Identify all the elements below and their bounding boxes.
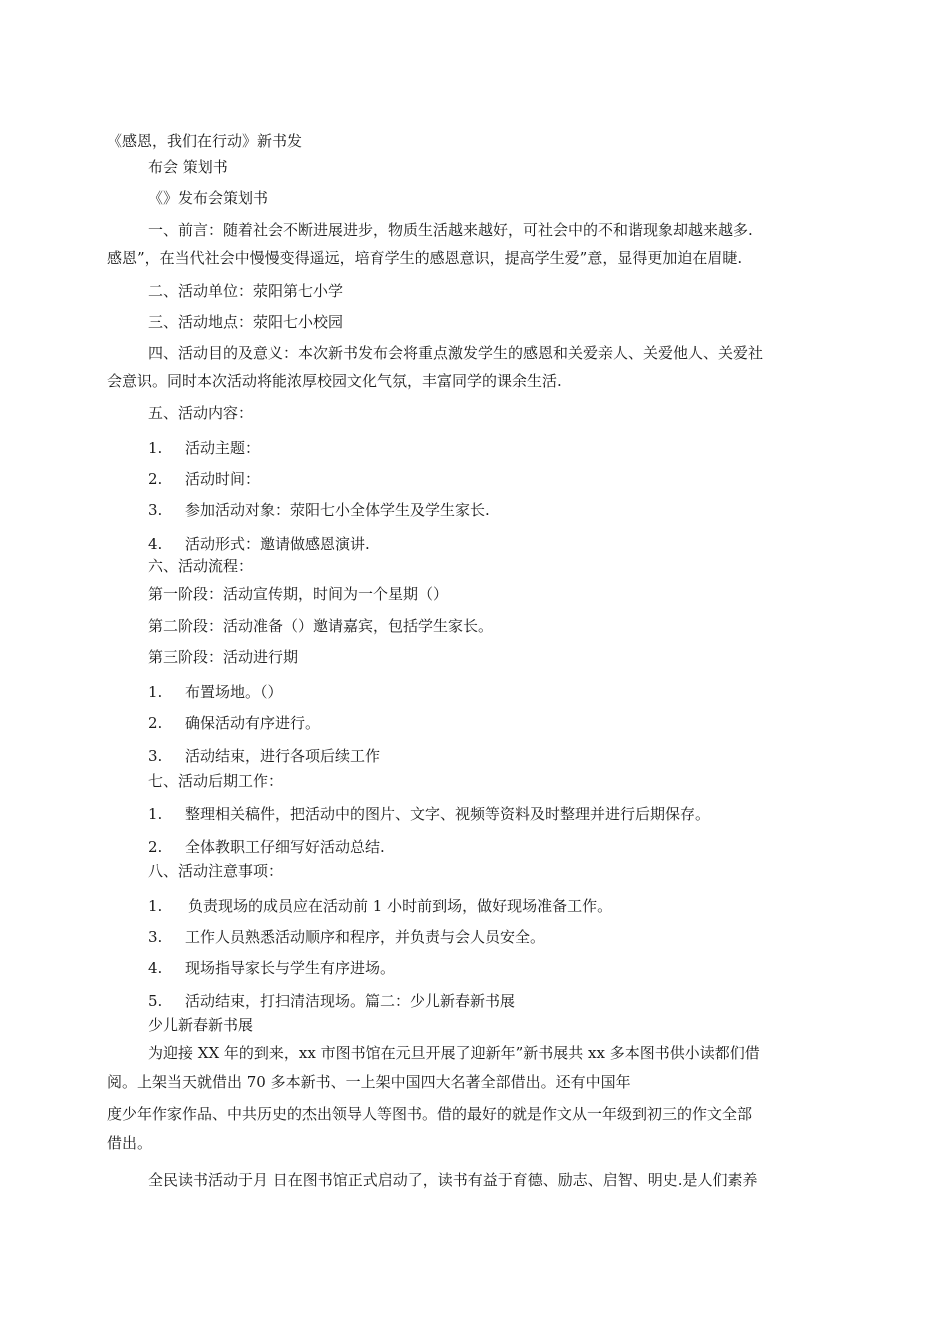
section-notes-heading: 八、活动注意事项： — [148, 862, 284, 880]
section-organizer: 二、活动单位：荥阳第七小学 — [148, 282, 344, 300]
list-item-text: 现场指导家长与学生有序进场。 — [185, 959, 396, 977]
list-item-text: 活动结束，进行各项后续工作 — [185, 747, 381, 765]
list-item-text: 活动形式：邀请做感恩演讲. — [185, 535, 370, 553]
section-location: 三、活动地点：荥阳七小校园 — [148, 313, 344, 331]
book-fair-heading: 少儿新春新书展 — [148, 1016, 254, 1034]
section-process-heading: 六、活动流程： — [148, 557, 254, 575]
list-item-number: 2. — [148, 838, 163, 856]
list-item-text: 活动主题： — [185, 439, 261, 457]
preface-line-1: 一、前言：随着社会不断进展进步，物质生活越来越好，可社会中的不和谐现象却越来越多. — [148, 221, 753, 239]
list-item-number: 3. — [148, 928, 163, 946]
book-fair-line-3: 度少年作家作品、中共历史的杰出领导人等图书。借的最好的就是作文从一年级到初三的作文全部 — [107, 1105, 753, 1123]
book-fair-line-4: 借出。 — [107, 1134, 153, 1152]
stage-1: 第一阶段：活动宣传期，时间为一个星期（） — [148, 585, 449, 603]
book-fair-line-2: 阅。上架当天就借出 70 多本新书、一上架中国四大名著全部借出。还有中国年 — [107, 1073, 631, 1091]
preface-line-2: 感恩”，在当代社会中慢慢变得遥远，培育学生的感恩意识，提高学生爱”意，显得更加迫在眉睫. — [107, 249, 743, 267]
list-item-text: 负责现场的成员应在活动前 1 小时前到场，做好现场准备工作。 — [188, 897, 613, 915]
list-item-text: 全体教职工仔细写好活动总结. — [185, 838, 385, 856]
list-item-number: 1. — [148, 439, 163, 457]
list-item-number: 2. — [148, 714, 163, 732]
purpose-line-2: 会意识。同时本次活动将能浓厚校园文化气氛，丰富同学的课余生活. — [107, 372, 562, 390]
list-item-number: 1. — [148, 683, 163, 701]
list-item-number: 4. — [148, 959, 163, 977]
list-item-text: 工作人员熟悉活动顺序和程序，并负责与会人员安全。 — [185, 928, 546, 946]
list-item-number: 1. — [148, 897, 163, 915]
list-item-text: 活动结束，打扫清洁现场。篇二：少儿新春新书展 — [185, 992, 516, 1010]
section-content-heading: 五、活动内容： — [148, 404, 254, 422]
list-item-number: 5. — [148, 992, 163, 1010]
list-item-number: 3. — [148, 747, 163, 765]
list-item-text: 活动时间： — [185, 470, 261, 488]
list-item-text: 布置场地。（） — [185, 683, 283, 701]
title-line-2: 布会 策划书 — [148, 158, 228, 176]
reading-campaign-line-1: 全民读书活动于月 日在图书馆正式启动了，读书有益于育德、励志、启智、明史.是人们素养 — [148, 1171, 758, 1189]
title-line-1: 《感恩，我们在行动》新书发 — [107, 132, 303, 150]
stage-2: 第二阶段：活动准备（）邀请嘉宾，包括学生家长。 — [148, 617, 494, 635]
section-followup-heading: 七、活动后期工作： — [148, 772, 284, 790]
list-item-number: 2. — [148, 470, 163, 488]
book-fair-line-1: 为迎接 XX 年的到来，xx 市图书馆在元旦开展了迎新年”新书展共 xx 多本图书供小读都们借 — [148, 1044, 760, 1062]
list-item-text: 整理相关稿件，把活动中的图片、文字、视频等资料及时整理并进行后期保存。 — [185, 805, 711, 823]
list-item-text: 确保活动有序进行。 — [185, 714, 321, 732]
list-item-text: 参加活动对象：荥阳七小全体学生及学生家长. — [185, 501, 490, 519]
purpose-line-1: 四、活动目的及意义：本次新书发布会将重点激发学生的感恩和关爱亲人、关爱他人、关爱社 — [148, 344, 764, 362]
stage-3: 第三阶段：活动进行期 — [148, 648, 299, 666]
list-item-number: 4. — [148, 535, 163, 553]
subtitle: 《》发布会策划书 — [148, 189, 269, 207]
list-item-number: 3. — [148, 501, 163, 519]
list-item-number: 1. — [148, 805, 163, 823]
